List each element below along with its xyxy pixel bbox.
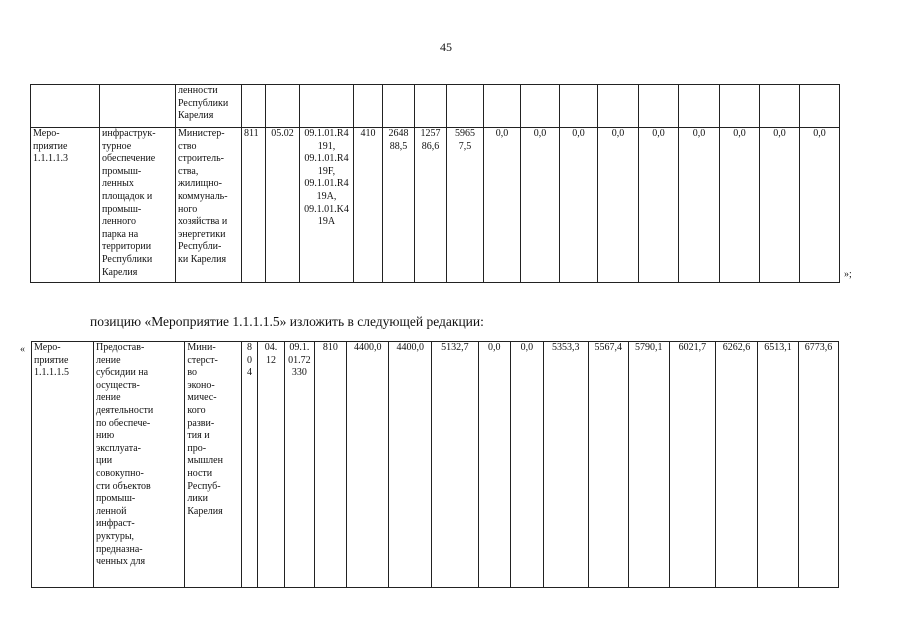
table-cell: 09.1. 01.72 330 (285, 342, 314, 588)
table-cell: 5965 7,5 (447, 128, 484, 283)
table-cell (560, 85, 598, 128)
table-cell (720, 85, 760, 128)
table-cell: 0,0 (511, 342, 544, 588)
table-cell: инфраструк- турное обеспечение промыш- ленных площадок и промыш- ленного парка на территории Республики Карелия (100, 128, 176, 283)
table-cell (760, 85, 800, 128)
table-row (32, 342, 839, 588)
table-cell: 2648 88,5 (383, 128, 415, 283)
closing-quote: »; (844, 269, 852, 280)
table-cell (521, 85, 560, 128)
table-cell (484, 85, 521, 128)
table-cell: 0,0 (720, 128, 760, 283)
table-cell: 0,0 (598, 128, 639, 283)
table-cell: ленности Республики Карелия (176, 85, 242, 128)
table-cell (679, 85, 720, 128)
table-cell: 6262,6 (715, 342, 757, 588)
table-cell: Меро- приятие 1.1.1.1.3 (31, 128, 100, 283)
table-cell: 4400,0 (347, 342, 389, 588)
table-cell: 09.1.01.R4 191, 09.1.01.R4 19F, 09.1.01.R4 19A, 09.1.01.K4 19A (300, 128, 354, 283)
table-cell: 04. 12 (257, 342, 284, 588)
table-cell: 6021,7 (669, 342, 715, 588)
table-cell: 1257 86,6 (415, 128, 447, 283)
table-cell (266, 85, 300, 128)
table-cell (300, 85, 354, 128)
table-cell: Меро- приятие 1.1.1.1.5 (32, 342, 94, 588)
table-row (31, 128, 840, 283)
table-cell: 0,0 (760, 128, 800, 283)
table-2 (31, 341, 839, 588)
table-cell: 811 (242, 128, 266, 283)
table-cell: 0,0 (521, 128, 560, 283)
table-cell: Министер- ство строитель- ства, жилищно- коммуналь- ного хозяйства и энергетики Республи- ки Карелия (176, 128, 242, 283)
table-cell (383, 85, 415, 128)
table-cell (639, 85, 679, 128)
table-cell: 0,0 (800, 128, 840, 283)
table-cell: Предостав- ление субсидии на осуществ- ление деятельности по обеспече- нию эксплуата- ции совокупно- сти объектов промыш- ленной инфраст- руктуры, предназна- ченных для (93, 342, 184, 588)
table-cell: 05.02 (266, 128, 300, 283)
table-row (31, 85, 840, 128)
table-cell: 4400,0 (389, 342, 432, 588)
table-cell: 0,0 (484, 128, 521, 283)
page-number: 45 (440, 40, 452, 54)
table-cell: 5353,3 (543, 342, 588, 588)
table-cell (31, 85, 100, 128)
table-cell: Мини- стерст- во эконо- мичес- кого разви- тия и про- мышлен ности Респуб- лики Карелия (185, 342, 242, 588)
table-cell: 8 0 4 (242, 342, 258, 588)
table-1 (30, 84, 840, 283)
instruction-paragraph: позицию «Мероприятие 1.1.1.1.5» изложить в следующей редакции: (90, 314, 484, 329)
table-cell (800, 85, 840, 128)
table-cell: 6513,1 (757, 342, 798, 588)
table-cell: 5790,1 (628, 342, 669, 588)
table-cell: 6773,6 (798, 342, 838, 588)
opening-quote: « (20, 344, 25, 355)
table-cell: 0,0 (639, 128, 679, 283)
table-cell (242, 85, 266, 128)
table-cell: 5567,4 (588, 342, 628, 588)
table-cell (598, 85, 639, 128)
table-cell: 0,0 (560, 128, 598, 283)
table-cell (100, 85, 176, 128)
table-cell: 810 (314, 342, 347, 588)
table-cell: 0,0 (679, 128, 720, 283)
table-cell (447, 85, 484, 128)
table-cell: 5132,7 (432, 342, 478, 588)
table-cell: 410 (354, 128, 383, 283)
table-cell (415, 85, 447, 128)
table-cell (354, 85, 383, 128)
table-cell: 0,0 (478, 342, 511, 588)
